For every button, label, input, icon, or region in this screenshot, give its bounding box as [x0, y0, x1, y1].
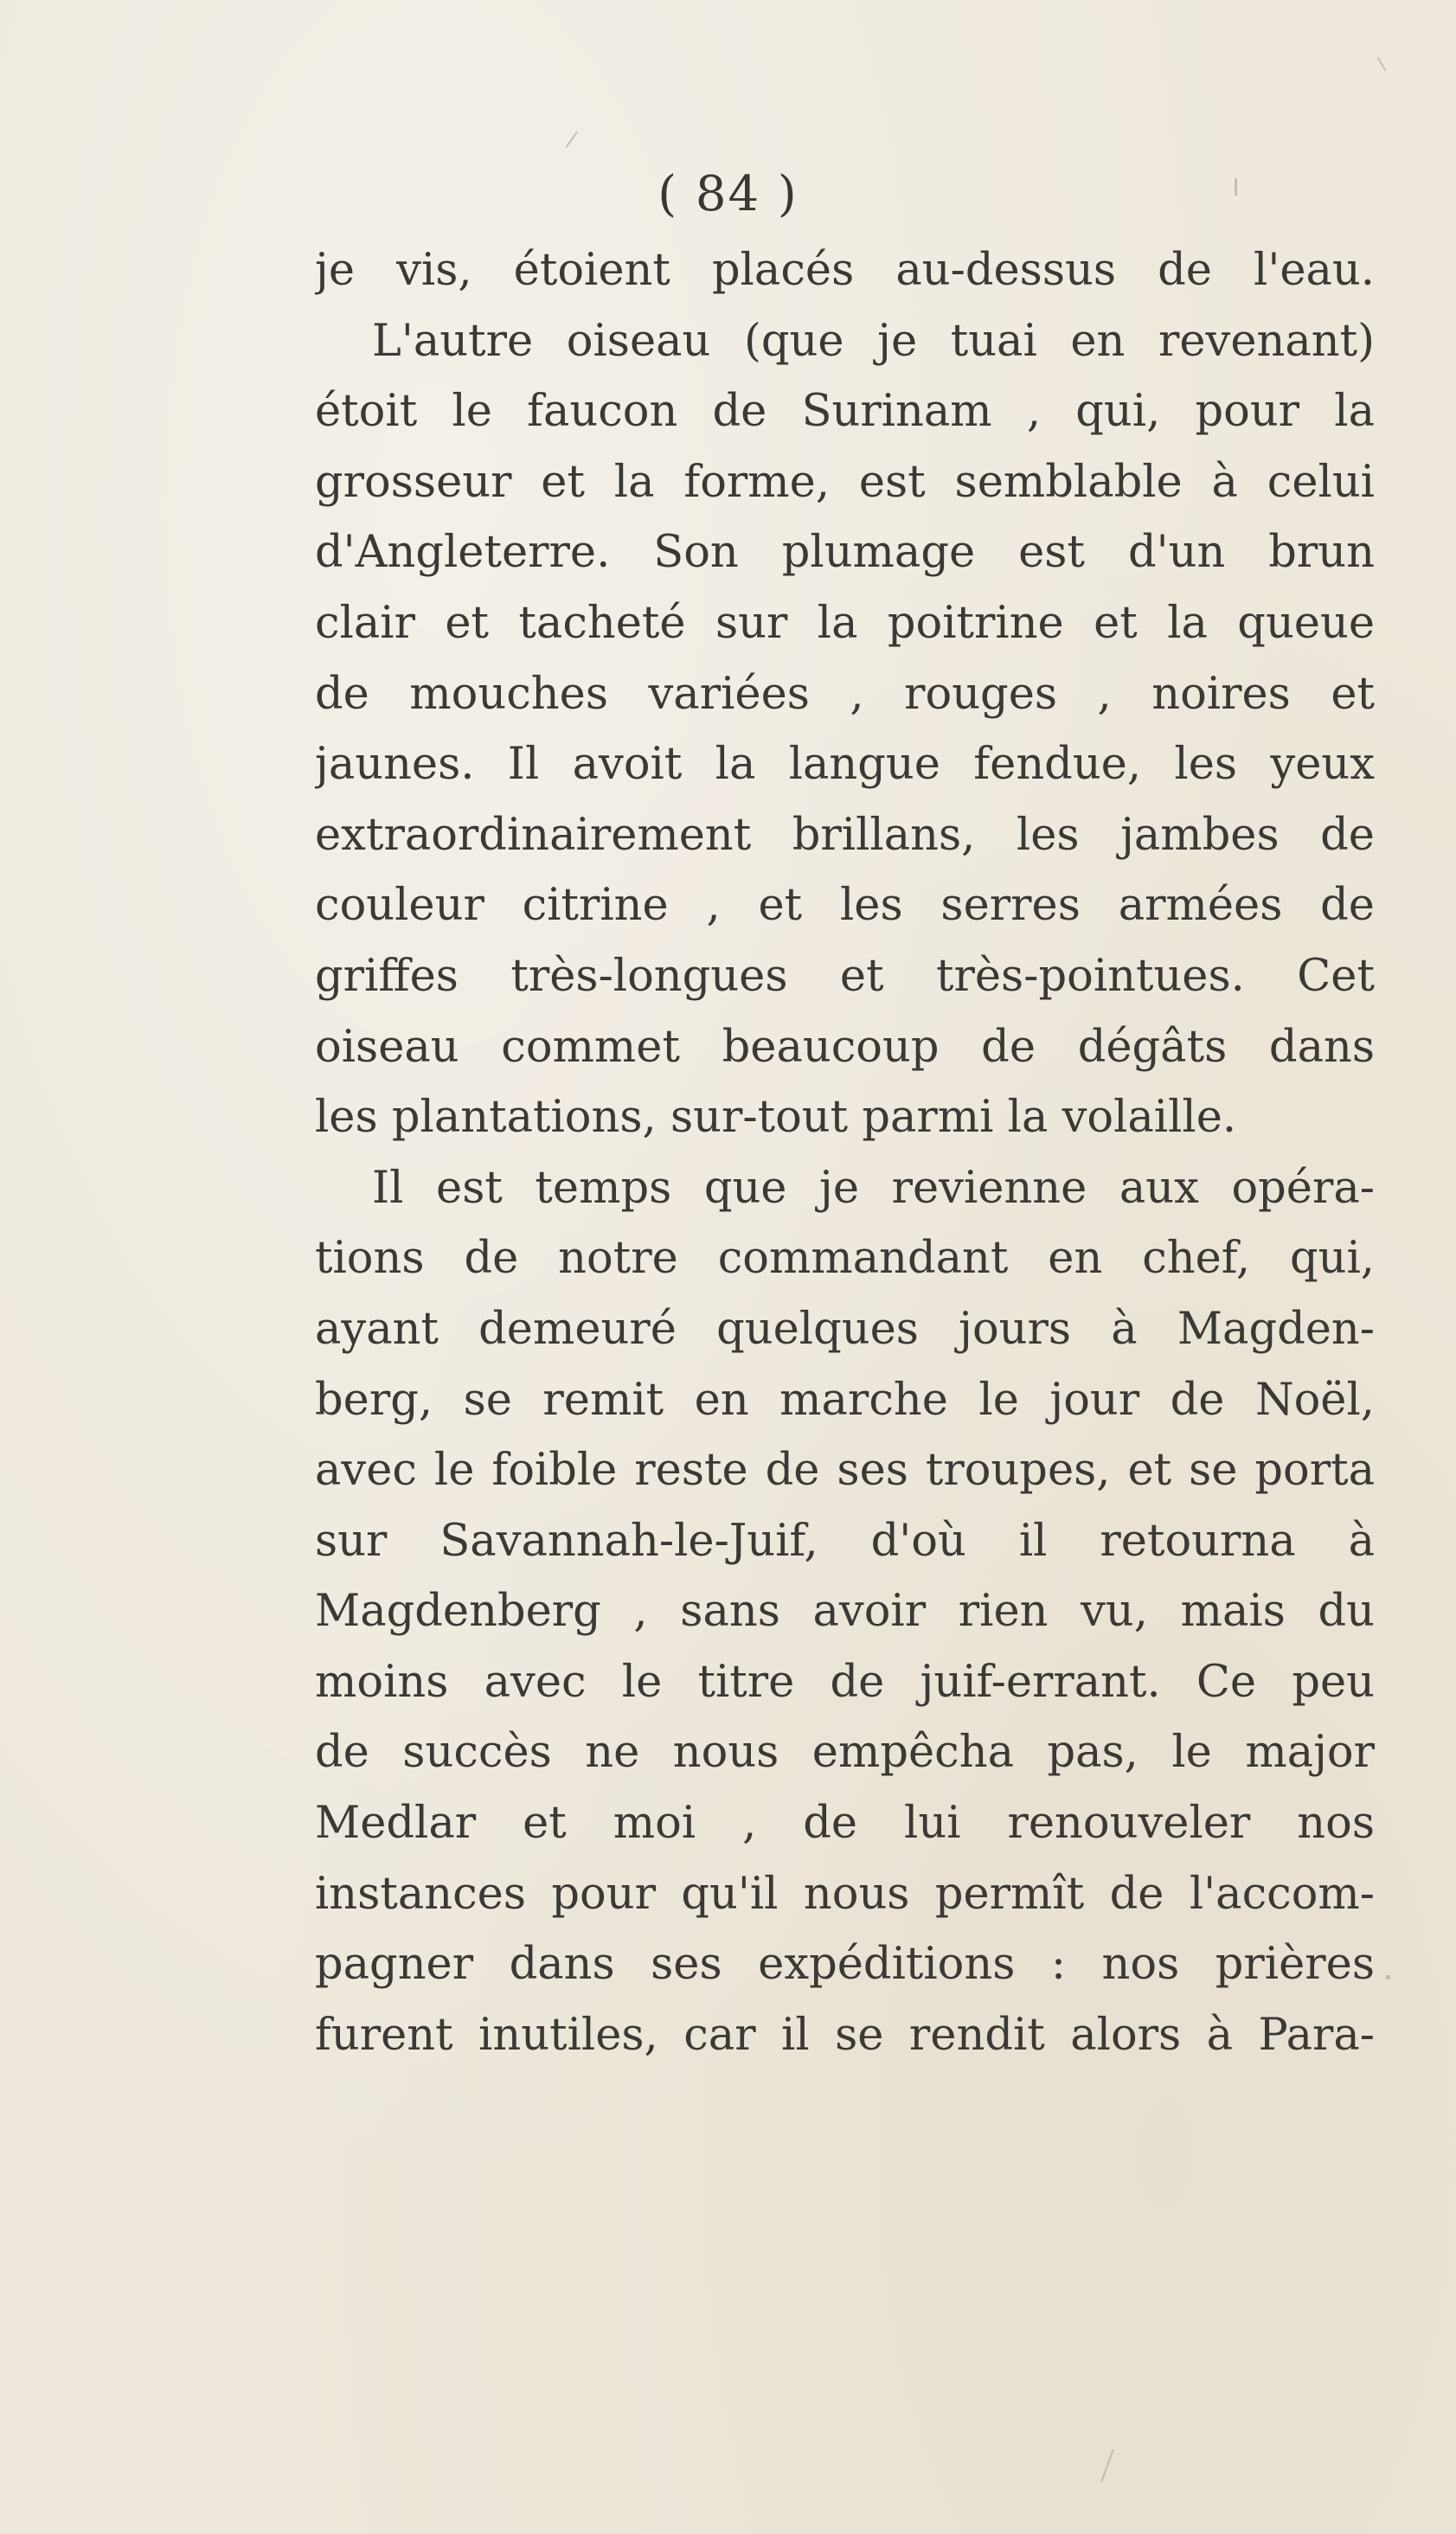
text-line: sur Savannah-le-Juif, d'où il retourna à — [315, 1515, 1375, 1567]
text-line: de mouches variées , rouges , noires et — [315, 668, 1375, 720]
paper-speck — [1235, 178, 1237, 196]
text-line: couleur citrine , et les serres armées de — [315, 880, 1375, 932]
text-line: Magdenberg , sans avoir rien vu, mais du — [315, 1586, 1375, 1638]
body-text — [315, 235, 1375, 2070]
text-line: ayant demeuré quelques jours à Magden- — [315, 1303, 1375, 1355]
text-line: berg, se remit en marche le jour de Noël, — [315, 1374, 1375, 1426]
text-line: moins avec le titre de juif-errant. Ce peu — [315, 1656, 1375, 1708]
paper-speck — [1377, 57, 1387, 72]
text-line: de succès ne nous empêcha pas, le major — [315, 1727, 1375, 1779]
text-line: je vis, étoient placés au-dessus de l'eau. — [315, 245, 1375, 296]
page-number: ( 84 ) — [657, 166, 799, 222]
text-line: Il est temps que je revienne aux opéra- — [372, 1162, 1375, 1214]
text-line: avec le foible reste de ses troupes, et se porta — [315, 1445, 1375, 1497]
text-line: furent inutiles, car il se rendit alors à Para- — [315, 2009, 1375, 2061]
paper-speck — [1100, 2449, 1114, 2482]
text-line: grosseur et la forme, est semblable à celui — [315, 456, 1375, 508]
text-line: instances pour qu'il nous permît de l'accom- — [315, 1868, 1375, 1920]
text-line: étoit le faucon de Surinam , qui, pour la — [315, 386, 1375, 438]
text-line: Medlar et moi , de lui renouveler nos — [315, 1798, 1375, 1850]
text-line: tions de notre commandant en chef, qui, — [315, 1233, 1375, 1285]
text-line: L'autre oiseau (que je tuai en revenant) — [372, 315, 1375, 367]
paper-speck — [1386, 1975, 1390, 1979]
paper-speck — [566, 131, 578, 147]
text-line: pagner dans ses expéditions : nos prières — [315, 1939, 1375, 1991]
text-line: d'Angleterre. Son plumage est d'un brun — [315, 527, 1375, 579]
text-line: jaunes. Il avoit la langue fendue, les yeux — [315, 739, 1375, 791]
text-line: extraordinairement brillans, les jambes de — [315, 809, 1375, 861]
text-line: oiseau commet beaucoup de dégâts dans — [315, 1021, 1375, 1073]
text-line: clair et tacheté sur la poitrine et la queue — [315, 597, 1375, 649]
text-line: griffes très-longues et très-pointues. Cet — [315, 950, 1375, 1002]
text-line: les plantations, sur-tout parmi la volaille. — [315, 1092, 1237, 1144]
